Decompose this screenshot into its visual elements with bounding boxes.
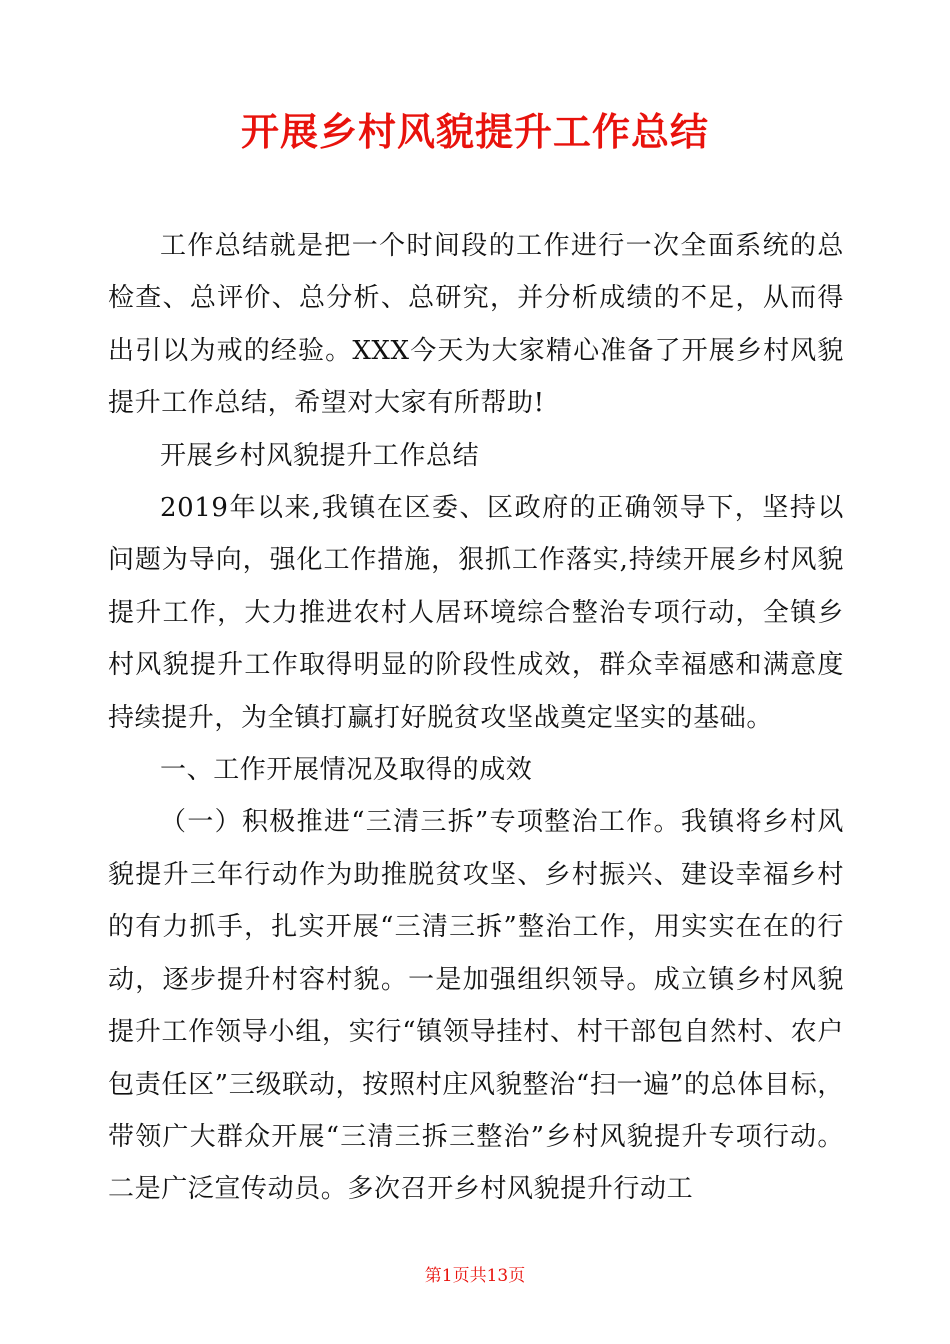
document-body (108, 220, 844, 1216)
paragraph-overview: 2019年以来,我镇在区委、区政府的正确领导下，坚持以问题为导向，强化工作措施，狠抓工作落实,持续开展乡村风貌提升工作，大力推进农村人居环境综合整治专项行动，全镇乡村风貌提升工作取得明显的阶段性成效，群众幸福感和满意度持续提升，为全镇打赢打好脱贫攻坚战奠定坚实的基础。 (108, 493, 844, 733)
paragraph-intro: 工作总结就是把一个时间段的工作进行一次全面系统的总检查、总评价、总分析、总研究，并分析成绩的不足，从而得出引以为戒的经验。XXX今天为大家精心准备了开展乡村风貌提升工作总结，希望对大家有所帮助! (108, 231, 844, 419)
section-heading-1: 一、工作开展情况及取得的成效 (160, 755, 533, 786)
paragraph-subtitle: 开展乡村风貌提升工作总结 (160, 440, 480, 471)
page-footer: 第1页共13页 (424, 1266, 526, 1286)
document-title: 开展乡村风貌提升工作总结 (240, 110, 709, 154)
paragraph-section-1-1: （一）积极推进“三清三拆”专项整治工作。我镇将乡村风貌提升三年行动作为助推脱贫攻坚、乡村振兴、建设幸福乡村的有力抓手，扎实开展“三清三拆”整治工作，用实实在在的行动，逐步提升村容村貌。一是加强组织领导。成立镇乡村风貌提升工作领导小组，实行“镇领导挂村、村干部包自然村、农户包责任区”三级联动，按照村庄风貌整治“扫一遍”的总体目标，带领广大群众开展“三清三拆三整治”乡村风貌提升专项行动。二是广泛宣传动员。多次召开乡村风貌提升行动工 (108, 807, 844, 1205)
